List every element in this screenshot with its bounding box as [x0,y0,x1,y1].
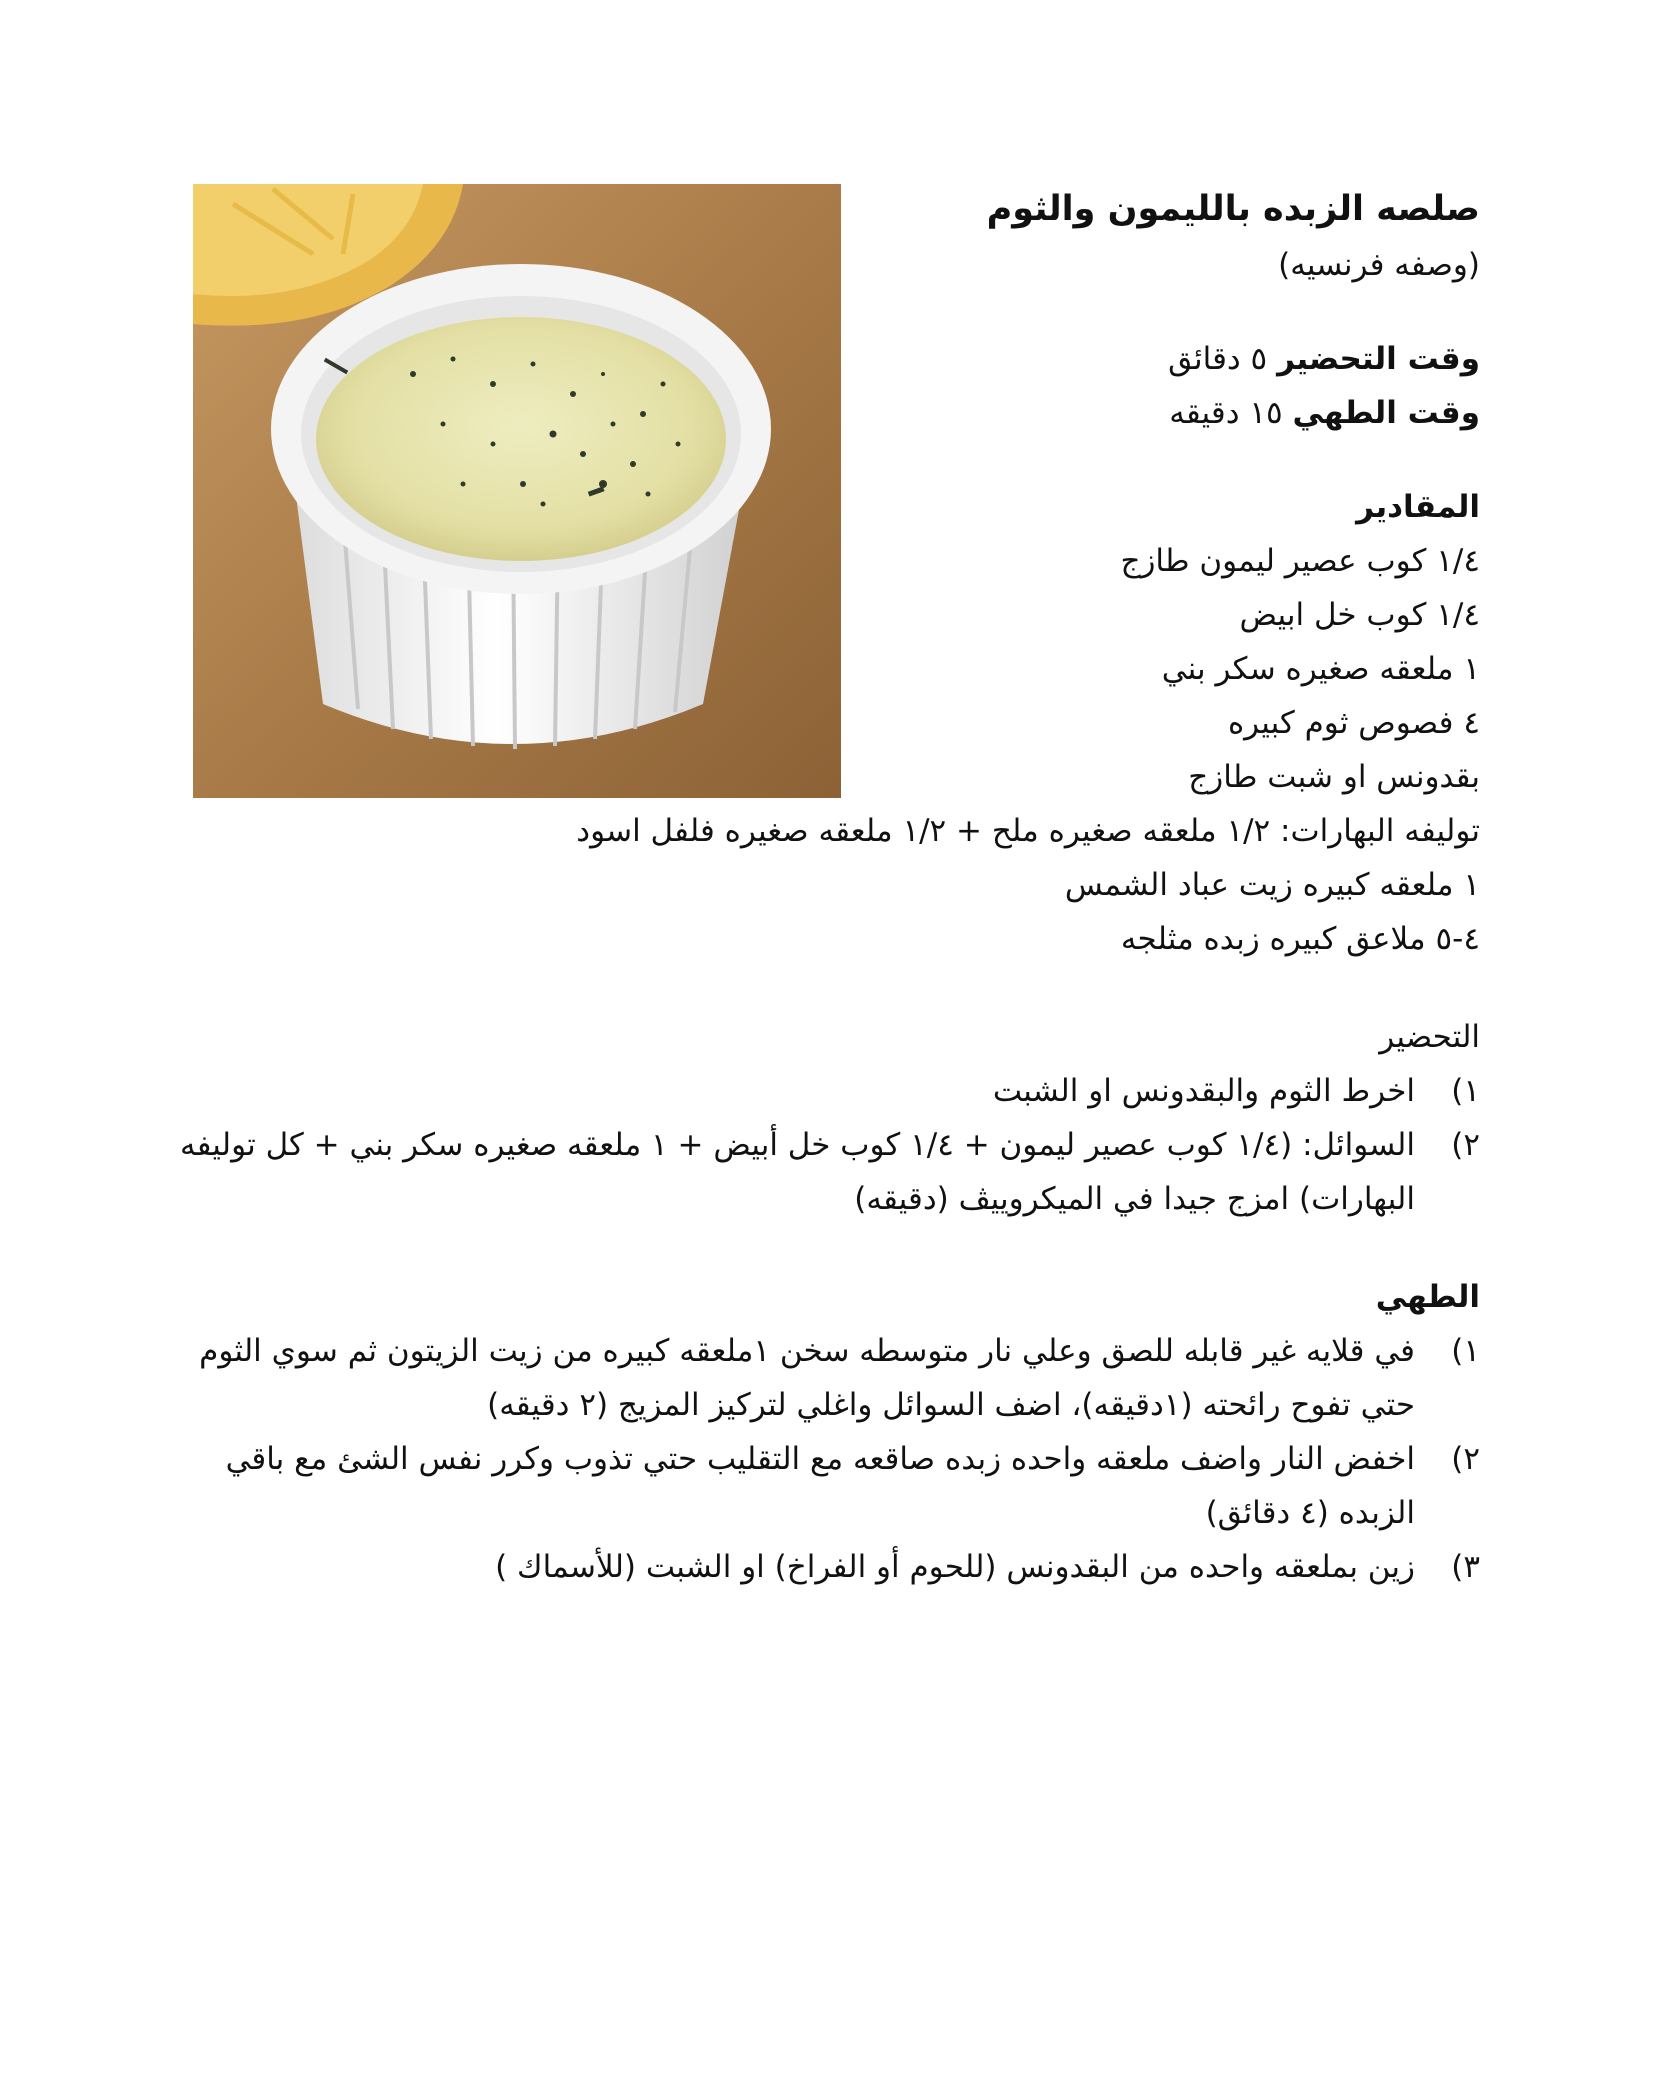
prep-time [170,332,1480,386]
preparation-steps [170,1064,1480,1226]
step-text: السوائل: (١/٤ كوب عصير ليمون + ١/٤ كوب خل أبيض + ١ ملعقه صغيره سكر بني + كل توليفه البهارات) امزج جيدا في الميكروييڤ (دقيقه) [179,1127,1415,1217]
ingredient-item: ١/٤ كوب خل ابيض [1239,597,1480,633]
cooking-steps [170,1324,1480,1594]
cook-time [170,386,1480,440]
ingredients-heading: المقادير [1356,489,1480,525]
recipe-title: صلصه الزبده بالليمون والثوم [986,189,1480,229]
cooking-step [170,1432,1480,1540]
cooking-step [170,1324,1480,1432]
preparation-step [170,1118,1480,1226]
recipe-text [170,180,1480,1594]
cook-time-label: وقت الطهي [1292,395,1480,431]
preparation-heading: التحضير [1379,1019,1480,1055]
step-number: ٣) [1451,1549,1480,1585]
step-text: زين بملعقه واحده من البقدونس (للحوم أو الفراخ) او الشبت (للأسماك ) [495,1549,1415,1585]
ingredient-item: ٤-٥ ملاعق كبيره زبده مثلجه [1120,921,1480,957]
preparation-step [170,1064,1480,1118]
step-text: في قلايه غير قابله للصق وعلي نار متوسطه سخن ١ملعقه كبيره من زيت الزيتون ثم سوي الثوم حتي تفوح رائحته (١دقيقه)، اضف السوائل واغلي لتركيز المزيج (٢ دقيقه) [199,1333,1415,1423]
step-text: اخفض النار واضف ملعقه واحده زبده صاقعه مع التقليب حتي تذوب وكرر نفس الشئ مع باقي الزبده (٤ دقائق) [225,1441,1415,1531]
step-number: ١) [1451,1333,1480,1369]
step-text: اخرط الثوم والبقدونس او الشبت [992,1073,1415,1109]
prep-time-value: ٥ دقائق [1168,341,1268,377]
ingredient-item: ١ ملعقه صغيره سكر بني [1161,651,1480,687]
step-number: ٢) [1451,1127,1480,1163]
step-number: ١) [1451,1073,1480,1109]
recipe-subtitle: (وصفه فرنسيه) [1278,247,1480,283]
ingredient-item: ١ ملعقه كبيره زيت عباد الشمس [1064,867,1480,903]
prep-time-label: وقت التحضير [1277,341,1480,377]
ingredient-item: توليفه البهارات: ١/٢ ملعقه صغيره ملح + ١/٢ ملعقه صغيره فلفل اسود [576,813,1480,849]
ingredient-item: ١/٤ كوب عصير ليمون طازج [1120,543,1480,579]
step-number: ٢) [1451,1441,1480,1477]
cooking-heading: الطهي [1375,1279,1480,1315]
cooking-step [170,1540,1480,1594]
ingredient-item: بقدونس او شبت طازج [1188,759,1480,795]
ingredient-item: ٤ فصوص ثوم كبيره [1227,705,1480,741]
cook-time-value: ١٥ دقيقه [1169,395,1283,431]
